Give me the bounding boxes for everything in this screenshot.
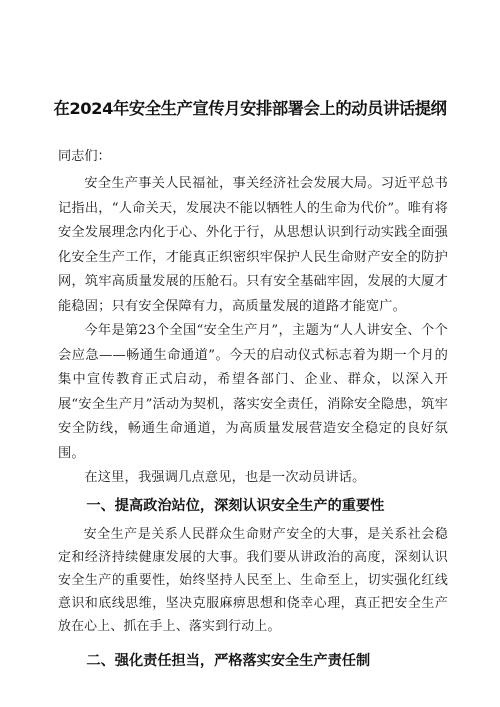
intro-paragraph-3: 在这里，我强调几点意见，也是一次动员讲话。 bbox=[84, 470, 366, 485]
section-1-heading: 一、提高政治站位，深刻认识安全生产的重要性 bbox=[86, 497, 385, 514]
intro-paragraph-2: 今年是第23个全国“安全生产月”，主题为“人人讲安全、个个会应急——畅通生命通道”。今天的启动仪式标志着为期一个月的集中宣传教育正式启动，希望各部门、企业、群众，以深入开展“安全生产月”活动为契机，落实安全责任，消除安全隐患，筑牢安全防线，畅通生命通道，为高质量发展营造安全稳定的良好氛围。 bbox=[58, 323, 448, 461]
salutation: 同志们： bbox=[58, 149, 111, 164]
intro-paragraph-1: 安全生产事关人民福祉，事关经济社会发展大局。习近平总书记指出，“人命关天，发展决不能以牺牲人的生命为代价”。唯有将安全发展理念内化于心、外化于行，从思想认识到行动实践全面强化安全生产工作，才能真正织密织牢保护人民生命财产安全的防护网，筑牢高质量发展的压舱石。只有安全基础牢固，发展的大厦才能稳固；只有安全保障有力，高质量发展的道路才能宽广。 bbox=[58, 176, 448, 314]
section-2-heading: 二、强化责任担当，严格落实安全生产责任制 bbox=[86, 652, 371, 669]
document-title: 在2024年安全生产宣传月安排部署会上的动员讲话提纲 bbox=[53, 99, 447, 118]
document-body bbox=[58, 146, 448, 678]
section-1-paragraph: 安全生产是关系人民群众生命财产安全的大事，是关系社会稳定和经济持续健康发展的大事。我们要从讲政治的高度，深刻认识安全生产的重要性，始终坚持人民至上、生命至上，切实强化红线意识和底线思维，坚决克服麻痹思想和侥幸心理，真正把安全生产放在心上、抓在手上、落实到行动上。 bbox=[58, 526, 448, 634]
